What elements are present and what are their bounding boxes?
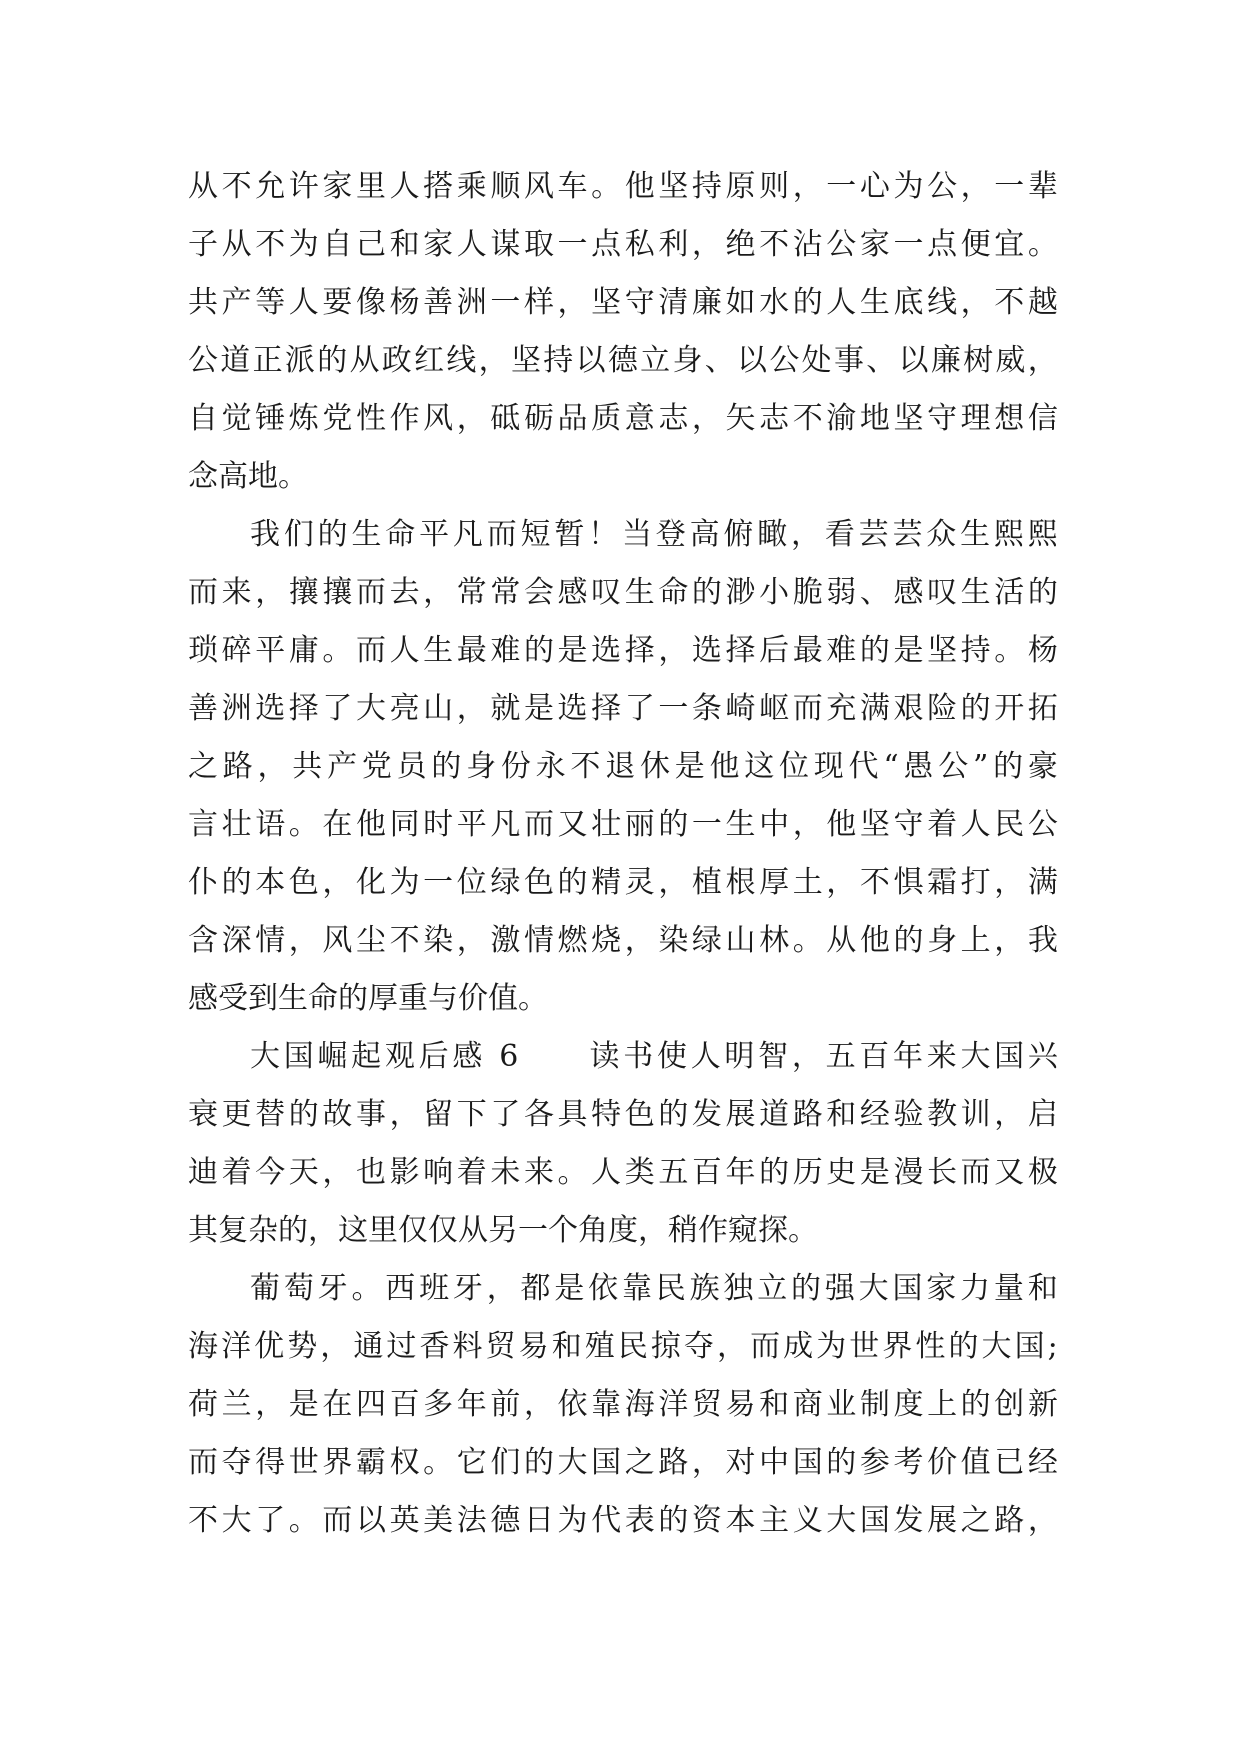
text-line: 共 产 等 人 要 像 杨 善 洲 一 样 ， 坚 守 清 廉 如 水 的 人 生 底 线 ， 不 越 xyxy=(188,285,1058,320)
text-line: 大 国 崛 起 观 后 感 6 读 书 使 人 明 智 ， 五 百 年 来 大 国 兴 xyxy=(250,1039,1058,1074)
text-line: 葡 萄 牙 。 西 班 牙 ， 都 是 依 靠 民 族 独 立 的 强 大 国 家 力 量 和 xyxy=(250,1271,1058,1306)
text-line: 公 道 正 派 的 从 政 红 线 ， 坚 持 以 德 立 身 、 以 公 处 事 、 以 廉 树 威 ， xyxy=(188,343,1058,378)
text-line: 含 深 情 ， 风 尘 不 染 ， 激 情 燃 烧 ， 染 绿 山 林 。 从 他 的 身 上 ， 我 xyxy=(188,923,1058,958)
text-line: 子 从 不 为 自 己 和 家 人 谋 取 一 点 私 利 ， 绝 不 沾 公 家 一 点 便 宜 。 xyxy=(188,227,1058,262)
text-line: 之 路 ， 共 产 党 员 的 身 份 永 不 退 休 是 他 这 位 现 代 “ 愚 公 ” 的 豪 xyxy=(188,749,1058,784)
text-line: 而 夺 得 世 界 霸 权 。 它 们 的 大 国 之 路 ， 对 中 国 的 参 考 价 值 已 经 xyxy=(188,1445,1058,1480)
text-line: 海 洋 优 势 ， 通 过 香 料 贸 易 和 殖 民 掠 夺 ， 而 成 为 世 界 性 的 大 国 ; xyxy=(188,1329,1058,1364)
text-line: 善 洲 选 择 了 大 亮 山 ， 就 是 选 择 了 一 条 崎 岖 而 充 满 艰 险 的 开 拓 xyxy=(188,691,1058,726)
text-line: 不 大 了 。 而 以 英 美 法 德 日 为 代 表 的 资 本 主 义 大 国 发 展 之 路 ， xyxy=(188,1503,1058,1538)
text-line: 感 受 到 生 命 的 厚 重 与 价 值 。 xyxy=(188,981,548,1016)
text-line: 迪 着 今 天 ， 也 影 响 着 未 来 。 人 类 五 百 年 的 历 史 是 漫 长 而 又 极 xyxy=(188,1155,1058,1190)
text-line: 自 觉 锤 炼 党 性 作 风 ， 砥 砺 品 质 意 志 ， 矢 志 不 渝 地 坚 守 理 想 信 xyxy=(188,401,1058,436)
text-line: 琐 碎 平 庸 。 而 人 生 最 难 的 是 选 择 ， 选 择 后 最 难 的 是 坚 持 。 杨 xyxy=(188,633,1058,668)
text-line: 言 壮 语 。 在 他 同 时 平 凡 而 又 壮 丽 的 一 生 中 ， 他 坚 守 着 人 民 公 xyxy=(188,807,1058,842)
text-line: 从 不 允 许 家 里 人 搭 乘 顺 风 车 。 他 坚 持 原 则 ， 一 心 为 公 ， 一 辈 xyxy=(188,169,1058,204)
text-line: 念 高 地 。 xyxy=(188,459,308,494)
text-line: 其 复 杂 的 ， 这 里 仅 仅 从 另 一 个 角 度 ， 稍 作 窥 探 。 xyxy=(188,1213,818,1248)
body-text xyxy=(188,158,1058,1550)
text-line: 荷 兰 ， 是 在 四 百 多 年 前 ， 依 靠 海 洋 贸 易 和 商 业 制 度 上 的 创 新 xyxy=(188,1387,1058,1422)
text-line: 仆 的 本 色 ， 化 为 一 位 绿 色 的 精 灵 ， 植 根 厚 土 ， 不 惧 霜 打 ， 满 xyxy=(188,865,1058,900)
text-line: 而 来 ， 攘 攘 而 去 ， 常 常 会 感 叹 生 命 的 渺 小 脆 弱 、 感 叹 生 活 的 xyxy=(188,575,1058,610)
text-line: 衰 更 替 的 故 事 ， 留 下 了 各 具 特 色 的 发 展 道 路 和 经 验 教 训 ， 启 xyxy=(188,1097,1058,1132)
text-line: 我 们 的 生 命 平 凡 而 短 暂 ！ 当 登 高 俯 瞰 ， 看 芸 芸 众 生 熙 熙 xyxy=(250,517,1058,552)
